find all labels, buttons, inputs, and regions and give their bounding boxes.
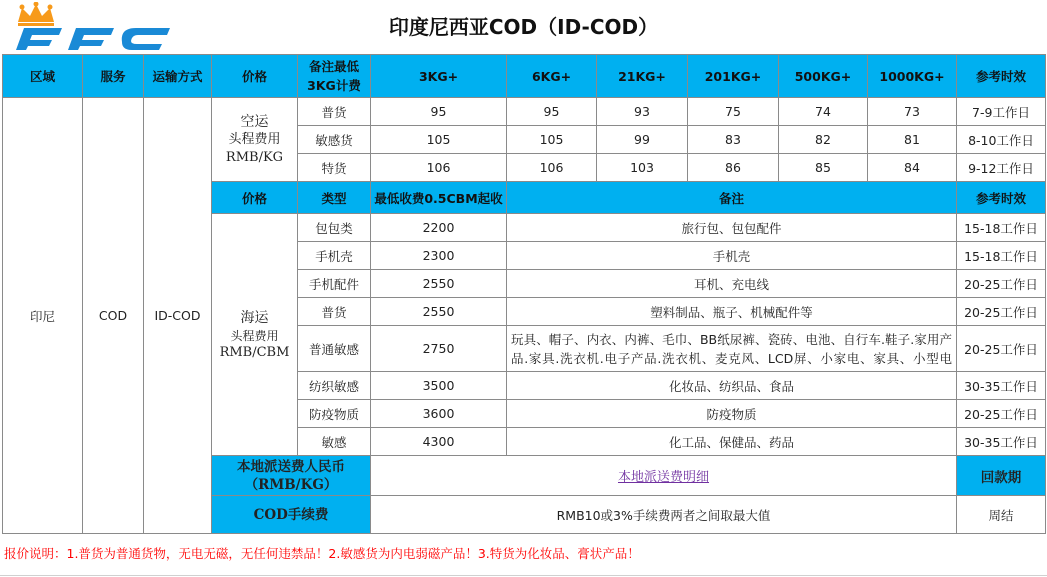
price-1000kg: 84 (868, 154, 957, 182)
air-label-line: 空运 (240, 113, 269, 130)
remarks: 手机壳 (507, 242, 957, 270)
sea-label-line: RMB/CBM (219, 345, 290, 360)
remarks: 化妆品、纺织品、食品 (507, 372, 957, 400)
service-cell: COD (83, 98, 144, 534)
price-21kg: 103 (597, 154, 688, 182)
air-freight-label (212, 98, 298, 182)
delivery-fee-label: 本地派送费人民币（RMB/KG） (212, 456, 371, 496)
min-charge: 2200 (371, 214, 507, 242)
price-500kg: 85 (779, 154, 868, 182)
payment-period-label: 回款期 (957, 456, 1046, 496)
region-cell: 印尼 (3, 98, 83, 534)
min-charge: 3500 (371, 372, 507, 400)
price-table (2, 54, 1046, 534)
cargo-type: 特货 (298, 154, 371, 182)
cod-settlement-period: 周结 (957, 496, 1046, 534)
col-header-method: 运输方式 (144, 55, 212, 98)
price-201kg: 75 (688, 98, 779, 126)
col-header-3kg: 3KG+ (371, 55, 507, 98)
col-header-21kg: 21KG+ (597, 55, 688, 98)
air-label-line: 头程费用 (228, 131, 281, 147)
remarks: 耳机、充电线 (507, 270, 957, 298)
min-charge: 2750 (371, 326, 507, 372)
min-charge: 4300 (371, 428, 507, 456)
cargo-type: 普货 (298, 298, 371, 326)
cargo-type: 敏感 (298, 428, 371, 456)
price-500kg: 74 (779, 98, 868, 126)
min-charge: 2300 (371, 242, 507, 270)
price-1000kg: 81 (868, 126, 957, 154)
col-header-remarks: 备注 (507, 182, 957, 214)
col-header-6kg: 6KG+ (507, 55, 597, 98)
sea-label-line: 海运 (240, 310, 269, 326)
cargo-type: 防疫物质 (298, 400, 371, 428)
transit-time: 30-35工作日 (957, 428, 1046, 456)
bottom-divider (0, 575, 1047, 576)
col-header-min-cbm: 最低收费0.5CBM起收 (371, 182, 507, 214)
price-6kg: 106 (507, 154, 597, 182)
col-header-min-charge: 备注最低3KG计费 (298, 55, 371, 98)
remarks: 化工品、保健品、药品 (507, 428, 957, 456)
sea-label-line: 头程费用 (230, 329, 279, 343)
price-3kg: 106 (371, 154, 507, 182)
price-6kg: 105 (507, 126, 597, 154)
price-3kg: 95 (371, 98, 507, 126)
remarks: 旅行包、包包配件 (507, 214, 957, 242)
col-header-type: 类型 (298, 182, 371, 214)
col-header-1000kg: 1000KG+ (868, 55, 957, 98)
transit-time: 30-35工作日 (957, 372, 1046, 400)
pricing-note: 报价说明：1.普货为普通货物，无电无磁，无任何违禁品！2.敏感货为内电弱磁产品！3.特货为化妆品、膏状产品！ (4, 546, 640, 561)
price-201kg: 83 (688, 126, 779, 154)
cargo-type: 纺织敏感 (298, 372, 371, 400)
transit-time: 20-25工作日 (957, 298, 1046, 326)
sea-freight-label (212, 214, 298, 456)
svg-text:PFC: PFC (10, 2, 12, 3)
transit-time: 20-25工作日 (957, 400, 1046, 428)
cod-fee-value: RMB10或3%手续费两者之间取最大值 (371, 496, 957, 534)
price-3kg: 105 (371, 126, 507, 154)
transit-time: 20-25工作日 (957, 326, 1046, 372)
transit-time: 20-25工作日 (957, 270, 1046, 298)
cargo-type: 手机壳 (298, 242, 371, 270)
transit-time: 15-18工作日 (957, 242, 1046, 270)
method-cell: ID-COD (144, 98, 212, 534)
page-title: 印度尼西亚COD（ID-COD） (388, 15, 659, 39)
remarks: 玩具、帽子、内衣、内裤、毛巾、BB纸尿裤、瓷砖、电池、自行车.鞋子.家用产品.家具.洗衣机.电子产品.洗衣机、麦克风、LCD屏、小家电、家具、小型电 (507, 326, 957, 372)
transit-time: 9-12工作日 (957, 154, 1046, 182)
transit-time: 15-18工作日 (957, 214, 1046, 242)
price-1000kg: 73 (868, 98, 957, 126)
air-header-row (3, 55, 1046, 98)
remarks: 防疫物质 (507, 400, 957, 428)
delivery-fee-cell (371, 456, 957, 496)
col-header-500kg: 500KG+ (779, 55, 868, 98)
header (0, 0, 1047, 54)
min-charge: 2550 (371, 298, 507, 326)
price-21kg: 93 (597, 98, 688, 126)
cargo-type: 普通敏感 (298, 326, 371, 372)
col-header-price: 价格 (212, 182, 298, 214)
transit-time: 8-10工作日 (957, 126, 1046, 154)
air-label-line: RMB/KG (225, 149, 284, 165)
price-21kg: 99 (597, 126, 688, 154)
min-charge: 2550 (371, 270, 507, 298)
cod-fee-label: COD手续费 (212, 496, 371, 534)
cargo-type: 普货 (298, 98, 371, 126)
price-6kg: 95 (507, 98, 597, 126)
price-500kg: 82 (779, 126, 868, 154)
col-header-price: 价格 (212, 55, 298, 98)
col-header-service: 服务 (83, 55, 144, 98)
air-row (3, 98, 1046, 126)
remarks: 塑料制品、瓶子、机械配件等 (507, 298, 957, 326)
col-header-transit-time: 参考时效 (957, 55, 1046, 98)
col-header-region: 区域 (3, 55, 83, 98)
cargo-type: 包包类 (298, 214, 371, 242)
price-201kg: 86 (688, 154, 779, 182)
delivery-fee-link[interactable]: 本地派送费明细 (617, 470, 709, 485)
cargo-type: 手机配件 (298, 270, 371, 298)
transit-time: 7-9工作日 (957, 98, 1046, 126)
col-header-transit-time: 参考时效 (957, 182, 1046, 214)
cargo-type: 敏感货 (298, 126, 371, 154)
min-charge: 3600 (371, 400, 507, 428)
col-header-201kg: 201KG+ (688, 55, 779, 98)
